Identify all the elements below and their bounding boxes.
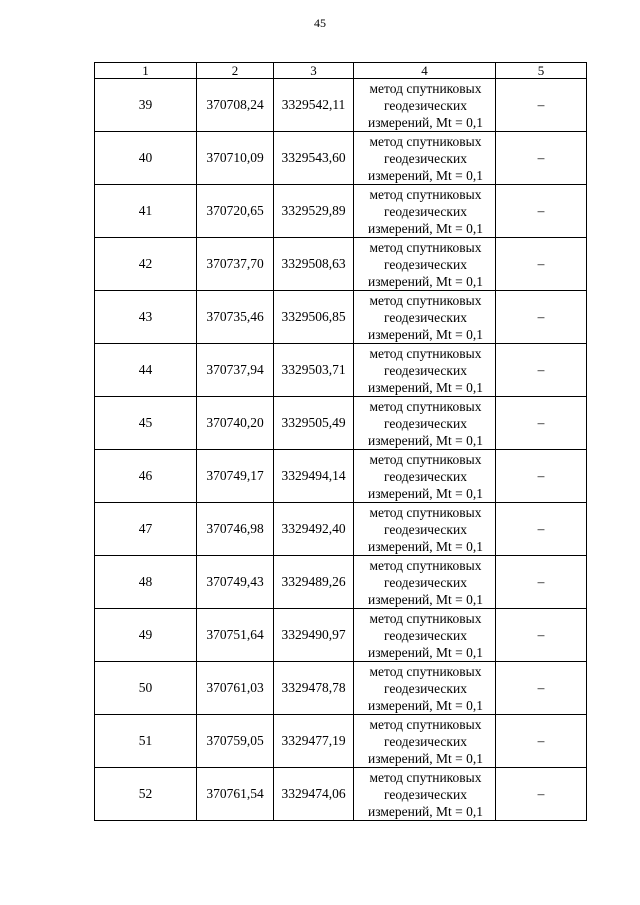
method-line-1: метод спутниковых	[369, 451, 482, 467]
x-coordinate-cell: 370749,43	[197, 556, 274, 609]
table-row	[95, 344, 587, 397]
method-line-3: измерений, Mt = 0,1	[367, 591, 484, 607]
method-line-1: метод спутниковых	[369, 292, 482, 308]
point-number-cell: 44	[95, 344, 197, 397]
x-coordinate-cell: 370737,70	[197, 238, 274, 291]
method-line-3: измерений, Mt = 0,1	[367, 538, 484, 554]
x-coordinate-cell: 370737,94	[197, 344, 274, 397]
method-cell	[354, 397, 496, 450]
y-coordinate-cell: 3329506,85	[274, 291, 354, 344]
point-number-cell: 52	[95, 768, 197, 821]
note-cell: –	[496, 132, 587, 185]
column-header-5: 5	[496, 63, 587, 79]
note-cell: –	[496, 185, 587, 238]
note-cell: –	[496, 291, 587, 344]
y-coordinate-cell: 3329542,11	[274, 79, 354, 132]
method-line-3: измерений, Mt = 0,1	[367, 273, 484, 289]
x-coordinate-cell: 370708,24	[197, 79, 274, 132]
table-row	[95, 397, 587, 450]
note-cell: –	[496, 556, 587, 609]
method-line-1: метод спутниковых	[369, 769, 482, 785]
method-cell	[354, 715, 496, 768]
method-cell	[354, 132, 496, 185]
page-number: 45	[314, 16, 326, 30]
method-line-1: метод спутниковых	[369, 133, 482, 149]
point-number-cell: 43	[95, 291, 197, 344]
method-line-1: метод спутниковых	[369, 398, 482, 414]
y-coordinate-cell: 3329478,78	[274, 662, 354, 715]
y-coordinate-cell: 3329503,71	[274, 344, 354, 397]
method-line-1: метод спутниковых	[369, 557, 482, 573]
column-header-4: 4	[354, 63, 496, 79]
table-row	[95, 450, 587, 503]
method-line-1: метод спутниковых	[369, 239, 482, 255]
x-coordinate-cell: 370710,09	[197, 132, 274, 185]
table-row	[95, 291, 587, 344]
method-line-2: геодезических	[384, 256, 467, 272]
note-cell: –	[496, 397, 587, 450]
header-row	[95, 63, 587, 79]
method-cell	[354, 450, 496, 503]
y-coordinate-cell: 3329505,49	[274, 397, 354, 450]
column-header-1: 1	[95, 63, 197, 79]
table-row	[95, 132, 587, 185]
method-cell	[354, 185, 496, 238]
method-line-2: геодезических	[384, 97, 467, 113]
y-coordinate-cell: 3329492,40	[274, 503, 354, 556]
y-coordinate-cell: 3329474,06	[274, 768, 354, 821]
x-coordinate-cell: 370746,98	[197, 503, 274, 556]
note-cell: –	[496, 662, 587, 715]
point-number-cell: 49	[95, 609, 197, 662]
method-line-3: измерений, Mt = 0,1	[367, 697, 484, 713]
note-cell: –	[496, 79, 587, 132]
x-coordinate-cell: 370740,20	[197, 397, 274, 450]
method-line-2: геодезических	[384, 150, 467, 166]
y-coordinate-cell: 3329543,60	[274, 132, 354, 185]
column-header-2: 2	[197, 63, 274, 79]
method-line-2: геодезических	[384, 627, 467, 643]
method-cell	[354, 556, 496, 609]
point-number-cell: 40	[95, 132, 197, 185]
method-line-3: измерений, Mt = 0,1	[367, 803, 484, 819]
method-line-3: измерений, Mt = 0,1	[367, 644, 484, 660]
note-cell: –	[496, 609, 587, 662]
method-cell	[354, 662, 496, 715]
table-row	[95, 238, 587, 291]
point-number-cell: 41	[95, 185, 197, 238]
method-line-3: измерений, Mt = 0,1	[367, 432, 484, 448]
y-coordinate-cell: 3329494,14	[274, 450, 354, 503]
method-cell	[354, 79, 496, 132]
table-row	[95, 503, 587, 556]
method-line-3: измерений, Mt = 0,1	[367, 167, 484, 183]
coordinates-table	[94, 62, 587, 821]
point-number-cell: 39	[95, 79, 197, 132]
method-line-1: метод спутниковых	[369, 504, 482, 520]
method-cell	[354, 238, 496, 291]
y-coordinate-cell: 3329508,63	[274, 238, 354, 291]
method-line-2: геодезических	[384, 362, 467, 378]
method-line-3: измерений, Mt = 0,1	[367, 485, 484, 501]
method-line-2: геодезических	[384, 468, 467, 484]
y-coordinate-cell: 3329489,26	[274, 556, 354, 609]
point-number-cell: 47	[95, 503, 197, 556]
method-line-2: геодезических	[384, 574, 467, 590]
point-number-cell: 45	[95, 397, 197, 450]
method-cell	[354, 503, 496, 556]
note-cell: –	[496, 450, 587, 503]
method-line-2: геодезических	[384, 309, 467, 325]
method-cell	[354, 344, 496, 397]
method-line-2: геодезических	[384, 203, 467, 219]
method-line-2: геодезических	[384, 733, 467, 749]
table-row	[95, 609, 587, 662]
x-coordinate-cell: 370759,05	[197, 715, 274, 768]
method-line-3: измерений, Mt = 0,1	[367, 379, 484, 395]
x-coordinate-cell: 370761,03	[197, 662, 274, 715]
method-line-2: геодезических	[384, 786, 467, 802]
method-line-1: метод спутниковых	[369, 80, 482, 96]
point-number-cell: 51	[95, 715, 197, 768]
y-coordinate-cell: 3329529,89	[274, 185, 354, 238]
method-line-2: геодезических	[384, 680, 467, 696]
method-line-3: измерений, Mt = 0,1	[367, 220, 484, 236]
method-line-1: метод спутниковых	[369, 716, 482, 732]
table-row	[95, 662, 587, 715]
method-cell	[354, 291, 496, 344]
method-cell	[354, 768, 496, 821]
method-line-2: геодезических	[384, 415, 467, 431]
note-cell: –	[496, 503, 587, 556]
method-line-1: метод спутниковых	[369, 610, 482, 626]
x-coordinate-cell: 370751,64	[197, 609, 274, 662]
table-row	[95, 79, 587, 132]
point-number-cell: 42	[95, 238, 197, 291]
method-line-2: геодезических	[384, 521, 467, 537]
note-cell: –	[496, 768, 587, 821]
note-cell: –	[496, 715, 587, 768]
point-number-cell: 50	[95, 662, 197, 715]
method-line-3: измерений, Mt = 0,1	[367, 750, 484, 766]
method-line-3: измерений, Mt = 0,1	[367, 114, 484, 130]
x-coordinate-cell: 370761,54	[197, 768, 274, 821]
method-line-1: метод спутниковых	[369, 345, 482, 361]
point-number-cell: 46	[95, 450, 197, 503]
point-number-cell: 48	[95, 556, 197, 609]
table-row	[95, 715, 587, 768]
x-coordinate-cell: 370749,17	[197, 450, 274, 503]
method-line-3: измерений, Mt = 0,1	[367, 326, 484, 342]
method-line-1: метод спутниковых	[369, 663, 482, 679]
note-cell: –	[496, 344, 587, 397]
table-row	[95, 556, 587, 609]
method-line-1: метод спутниковых	[369, 186, 482, 202]
y-coordinate-cell: 3329477,19	[274, 715, 354, 768]
table-row	[95, 768, 587, 821]
table-row	[95, 185, 587, 238]
note-cell: –	[496, 238, 587, 291]
table-body	[95, 63, 587, 821]
x-coordinate-cell: 370735,46	[197, 291, 274, 344]
y-coordinate-cell: 3329490,97	[274, 609, 354, 662]
method-cell	[354, 609, 496, 662]
x-coordinate-cell: 370720,65	[197, 185, 274, 238]
column-header-3: 3	[274, 63, 354, 79]
